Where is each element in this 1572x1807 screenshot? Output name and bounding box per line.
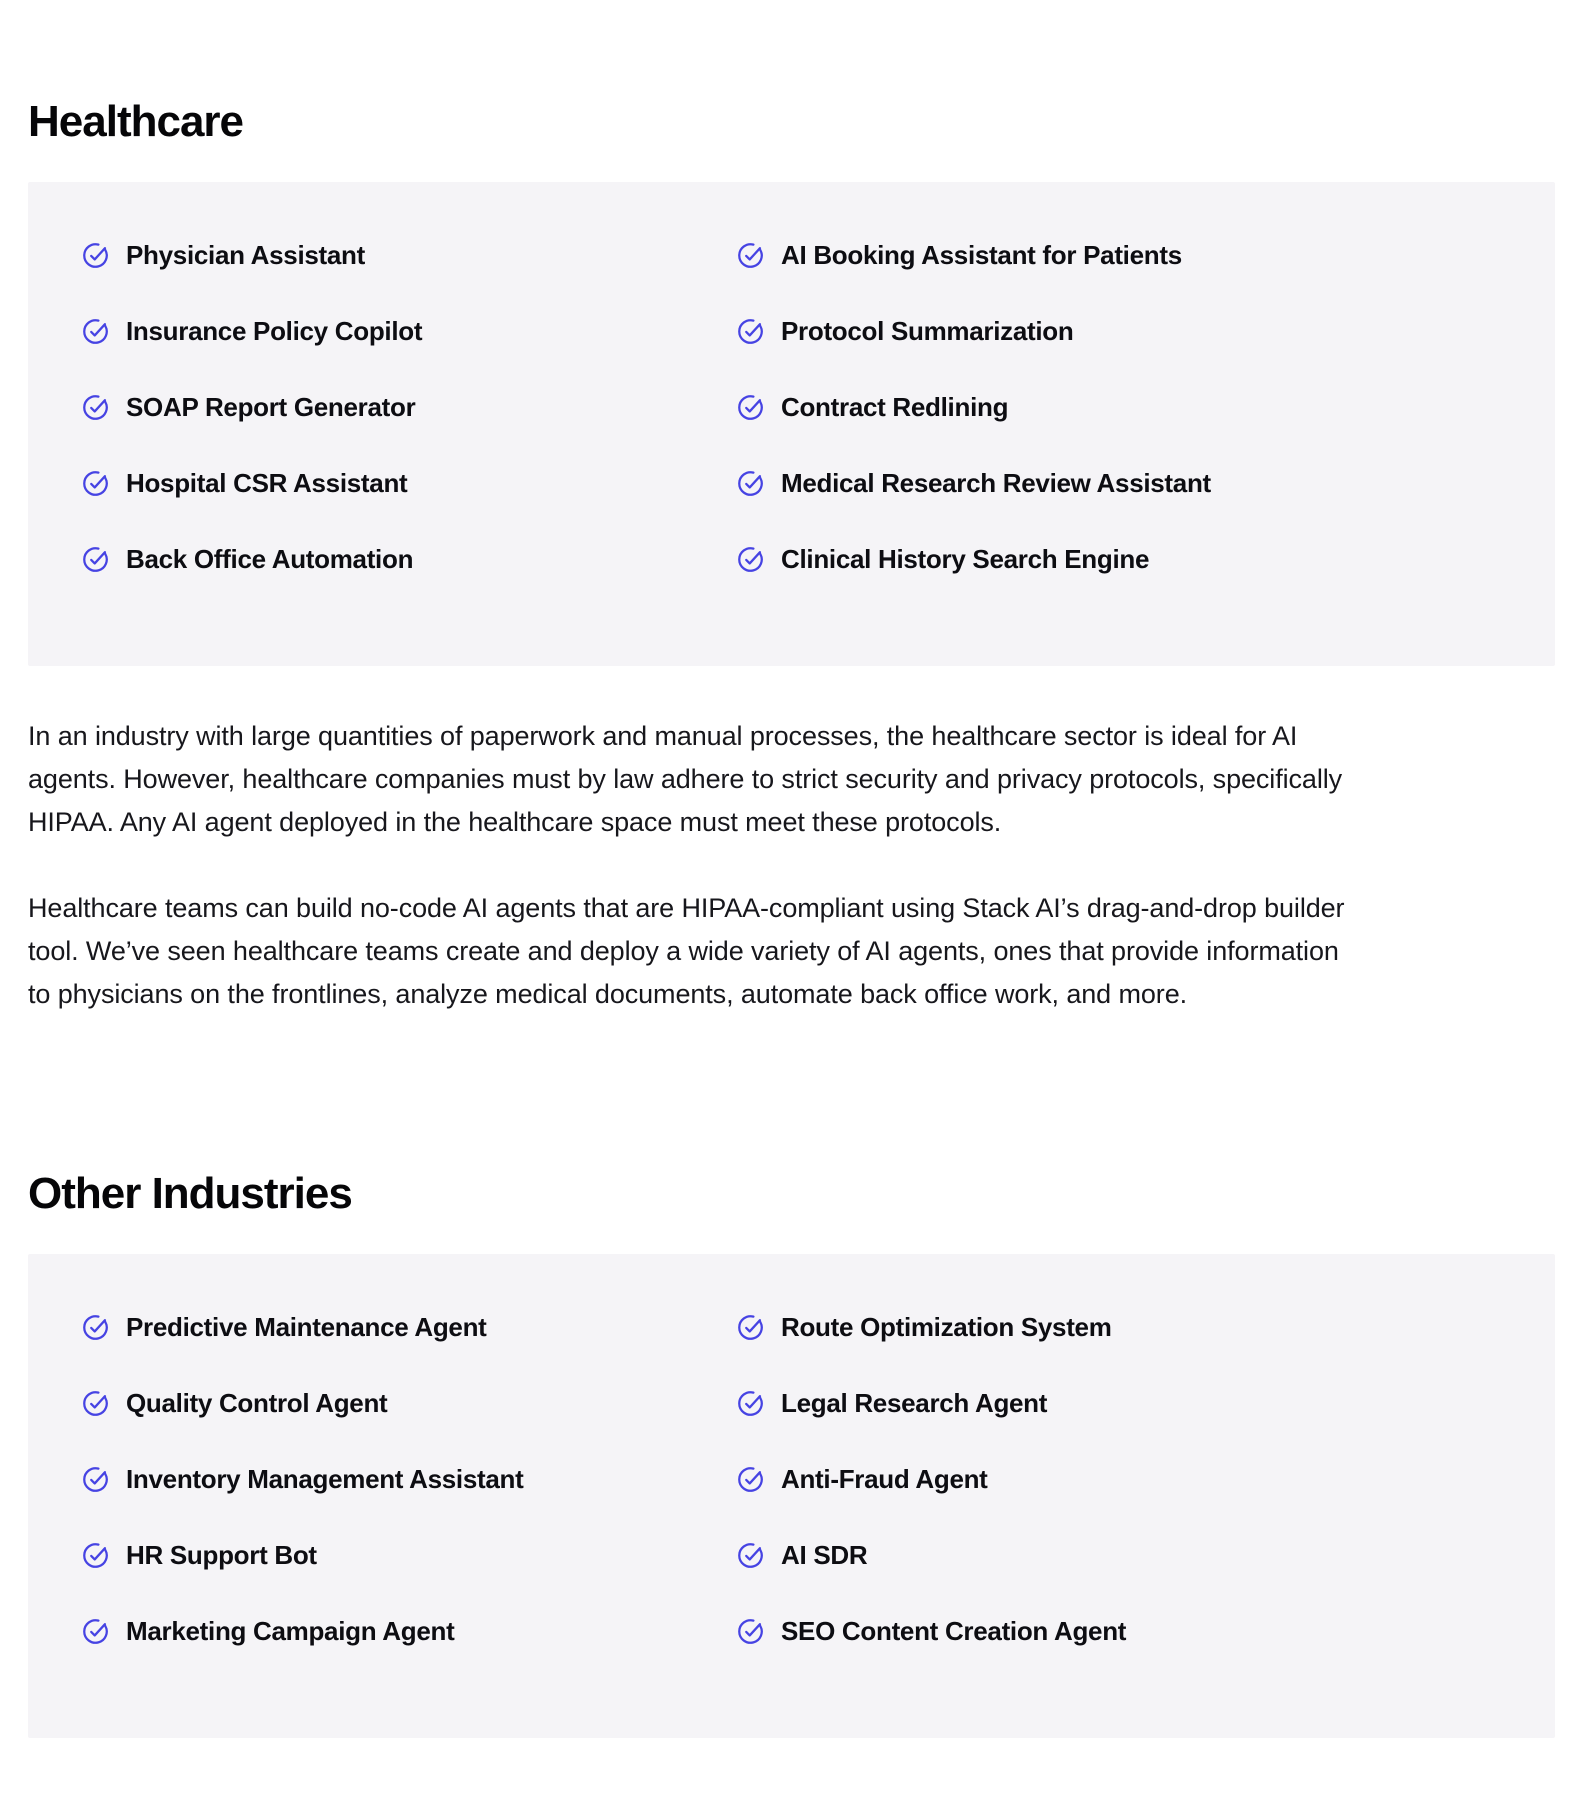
checklist-item-label: Insurance Policy Copilot [126, 316, 423, 347]
checklist-item [82, 1616, 737, 1648]
healthcare-paragraph-1 [28, 715, 1428, 844]
checklist-item [737, 240, 1535, 272]
checklist-item-label: Protocol Summarization [781, 316, 1074, 347]
checklist-item [82, 316, 737, 348]
paragraph-line: Healthcare teams can build no-code AI agents that are HIPAA-compliant using Stack AI’s drag-and-drop builder [28, 892, 1345, 923]
checklist-item-label: Hospital CSR Assistant [126, 468, 408, 499]
checklist-item-label: AI SDR [781, 1540, 868, 1571]
checklist-item-label: Legal Research Agent [781, 1388, 1048, 1419]
paragraph-line: to physicians on the frontlines, analyze medical documents, automate back office work, and more. [28, 978, 1188, 1009]
check-circle-icon [737, 1466, 764, 1493]
checklist-item-label: HR Support Bot [126, 1540, 317, 1571]
checklist-item-label: Quality Control Agent [126, 1388, 388, 1419]
check-circle-icon [82, 546, 109, 573]
paragraph-line: In an industry with large quantities of paperwork and manual processes, the healthcare sector is ideal for AI [28, 720, 1298, 751]
check-circle-icon [82, 394, 109, 421]
checklist-item [82, 240, 737, 272]
healthcare-paragraph-2 [28, 887, 1428, 1016]
checklist-item [737, 1312, 1535, 1344]
checklist-item-label: Inventory Management Assistant [126, 1464, 524, 1495]
checklist-item-label: Back Office Automation [126, 544, 414, 575]
checklist-item [737, 1388, 1535, 1420]
section-title-healthcare: Healthcare [28, 97, 244, 146]
check-circle-icon [737, 1314, 764, 1341]
check-circle-icon [737, 1390, 764, 1417]
checklist-item-label: SEO Content Creation Agent [781, 1616, 1127, 1647]
checklist-item [737, 1540, 1535, 1572]
check-circle-icon [82, 1314, 109, 1341]
checklist-item [82, 468, 737, 500]
checklist-item [737, 392, 1535, 424]
paragraph-line: agents. However, healthcare companies must by law adhere to strict security and privacy protocols, specifically [28, 763, 1343, 794]
checklist-item-label: Anti-Fraud Agent [781, 1464, 988, 1495]
check-circle-icon [737, 470, 764, 497]
checklist-item [737, 1616, 1535, 1648]
healthcare-checklist-left-column [82, 240, 737, 666]
check-circle-icon [737, 1542, 764, 1569]
checklist-item-label: Contract Redlining [781, 392, 1009, 423]
checklist-item-label: Clinical History Search Engine [781, 544, 1150, 575]
checklist-item-label: Physician Assistant [126, 240, 365, 271]
check-circle-icon [82, 1618, 109, 1645]
checklist-item-label: SOAP Report Generator [126, 392, 416, 423]
paragraph-line: tool. We’ve seen healthcare teams create and deploy a wide variety of AI agents, ones that provide information [28, 935, 1339, 966]
checklist-item [82, 1312, 737, 1344]
checklist-item [82, 1388, 737, 1420]
checklist-item [82, 1464, 737, 1496]
check-circle-icon [737, 1618, 764, 1645]
check-circle-icon [82, 318, 109, 345]
checklist-item-label: Marketing Campaign Agent [126, 1616, 455, 1647]
checklist-item [82, 1540, 737, 1572]
checklist-item-label: Route Optimization System [781, 1312, 1112, 1343]
checklist-item [737, 1464, 1535, 1496]
check-circle-icon [737, 546, 764, 573]
checklist-item-label: Medical Research Review Assistant [781, 468, 1211, 499]
check-circle-icon [737, 242, 764, 269]
check-circle-icon [82, 470, 109, 497]
section-title-other-industries: Other Industries [28, 1168, 352, 1218]
other-industries-checklist-right-column [737, 1312, 1535, 1738]
paragraph-line: HIPAA. Any AI agent deployed in the healthcare space must meet these protocols. [28, 806, 1002, 837]
checklist-item [737, 468, 1535, 500]
checklist-item-label: AI Booking Assistant for Patients [781, 240, 1182, 271]
check-circle-icon [82, 1466, 109, 1493]
check-circle-icon [737, 318, 764, 345]
checklist-item [82, 392, 737, 424]
checklist-item-label: Predictive Maintenance Agent [126, 1312, 487, 1343]
other-industries-checklist-left-column [82, 1312, 737, 1738]
check-circle-icon [82, 1390, 109, 1417]
other-industries-checklist-panel [28, 1254, 1555, 1738]
healthcare-checklist-right-column [737, 240, 1535, 666]
checklist-item [737, 316, 1535, 348]
check-circle-icon [82, 1542, 109, 1569]
healthcare-checklist-panel [28, 182, 1555, 666]
check-circle-icon [737, 394, 764, 421]
checklist-item [82, 544, 737, 576]
check-circle-icon [82, 242, 109, 269]
checklist-item [737, 544, 1535, 576]
